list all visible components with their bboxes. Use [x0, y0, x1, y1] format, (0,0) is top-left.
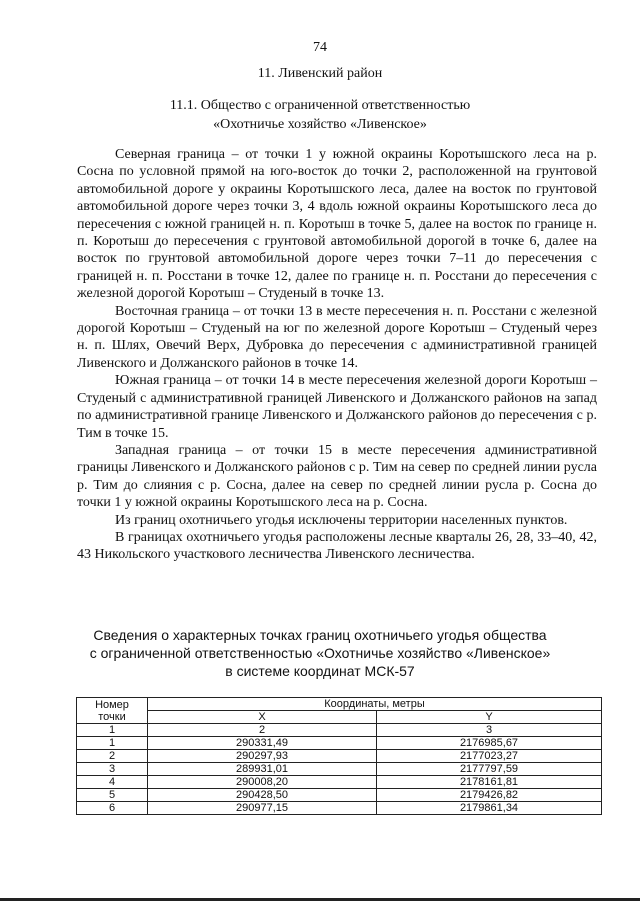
page-bottom-border	[0, 898, 640, 901]
paragraph-east-border: Восточная граница – от точки 13 в месте пересечения н. п. Росстани с железной дорогой Коротыш – Студеный на юг по железной дороге Коротыш – Студеный через н. п. Шлях, Овечий Верх, Дубровка до пересечения с административной границей Ливенского и Должанского районов в точке 14.	[77, 303, 597, 371]
table-row	[77, 763, 602, 776]
column-number-1: 1	[77, 724, 148, 737]
coordinate-y: 2178161,81	[377, 776, 602, 789]
header-point-line-1: Номер	[95, 698, 129, 711]
table-caption	[0, 626, 640, 680]
paragraph-exclusions: Из границ охотничьего угодья исключены территории населенных пунктов.	[115, 512, 568, 528]
table-caption-line-3: в системе координат МСК-57	[225, 663, 415, 679]
coordinate-y: 2176985,67	[377, 737, 602, 750]
coordinate-x: 290977,15	[148, 802, 377, 815]
table-row	[77, 737, 602, 750]
point-number: 5	[77, 789, 148, 802]
table-row	[77, 789, 602, 802]
coordinate-x: 289931,01	[148, 763, 377, 776]
coordinate-x: 290428,50	[148, 789, 377, 802]
table-row	[77, 750, 602, 763]
point-number: 1	[77, 737, 148, 750]
column-number-3: 3	[377, 724, 602, 737]
subsection-line-1: 11.1. Общество с ограниченной ответственностью	[169, 98, 471, 113]
table-caption-line-2: с ограниченной ответственностью «Охотничье хозяйство «Ливенское»	[89, 645, 551, 661]
header-y: Y	[377, 711, 602, 724]
column-number-2: 2	[148, 724, 377, 737]
coordinate-x: 290331,49	[148, 737, 377, 750]
point-number: 4	[77, 776, 148, 789]
table-column-number-row	[77, 724, 602, 737]
paragraph-north-border: Северная граница – от точки 1 у южной окраины Коротышского леса на р. Сосна по условной прямой на юго-восток до точки 2, расположенной на грунтовой автомобильной дороге у окраины Коротышского леса, далее на восток по грунтовой автомобильной дороге через точки 3, 4 вдоль южной окраины Коротышского леса до пересечения с южной границей н. п. Коротыш в точке 5, далее на восток по границе н. п. Коротыш до пересечения с грунтовой автомобильной дорогой в точке 6, далее на восток по грунтовой автомобильной дороге через точки 7–11 до пересечения с границей н. п. Росстани в точке 12, далее по границе н. п. Росстани до пересечения с железной дорогой Коротыш – Студеный в точке 13.	[77, 147, 597, 302]
header-coordinates: Координаты, метры	[148, 698, 602, 711]
header-point-line-2: точки	[98, 710, 126, 723]
coordinate-x: 290008,20	[148, 776, 377, 789]
table-row	[77, 776, 602, 789]
table-row	[77, 802, 602, 815]
section-title: 11. Ливенский район	[257, 66, 383, 81]
paragraph-west-border: Западная граница – от точки 15 в месте пересечения административной границы Ливенского и Должанского районов с р. Тим на север по средней линии русла р. Тим до слияния с р. Сосна, далее на север по средней линии русла р. Сосна до точки 1 у южной окраины Коротышского леса на р. Сосна.	[77, 442, 597, 511]
header-x: X	[148, 711, 377, 724]
coordinate-y: 2177797,59	[377, 763, 602, 776]
paragraph-forest-blocks: В границах охотничьего угодья расположены лесные кварталы 26, 28, 33–40, 42, 43 Никольского участкового лесничества Ливенского лесничества.	[77, 529, 597, 563]
point-number: 3	[77, 763, 148, 776]
table-caption-line-1: Сведения о характерных точках границ охотничьего угодья общества	[93, 627, 547, 643]
coordinate-y: 2179426,82	[377, 789, 602, 802]
coordinates-table	[76, 697, 602, 815]
table-header-row	[77, 698, 602, 711]
coordinate-y: 2179861,34	[377, 802, 602, 815]
subsection-line-2: «Охотничье хозяйство «Ливенское»	[213, 117, 427, 132]
subsection-title	[0, 96, 640, 134]
point-number: 2	[77, 750, 148, 763]
header-point-number	[77, 698, 148, 724]
coordinate-x: 290297,93	[148, 750, 377, 763]
page-number: 74	[313, 40, 327, 55]
table-subheader-row	[77, 711, 602, 724]
paragraph-south-border: Южная граница – от точки 14 в месте пересечения железной дороги Коротыш – Студеный с административной границей Ливенского и Должанского районов на запад по административной границе Ливенского и Должанского районов до пересечения с р. Тим в точке 15.	[77, 373, 597, 441]
document-body	[77, 146, 597, 564]
coordinate-y: 2177023,27	[377, 750, 602, 763]
point-number: 6	[77, 802, 148, 815]
